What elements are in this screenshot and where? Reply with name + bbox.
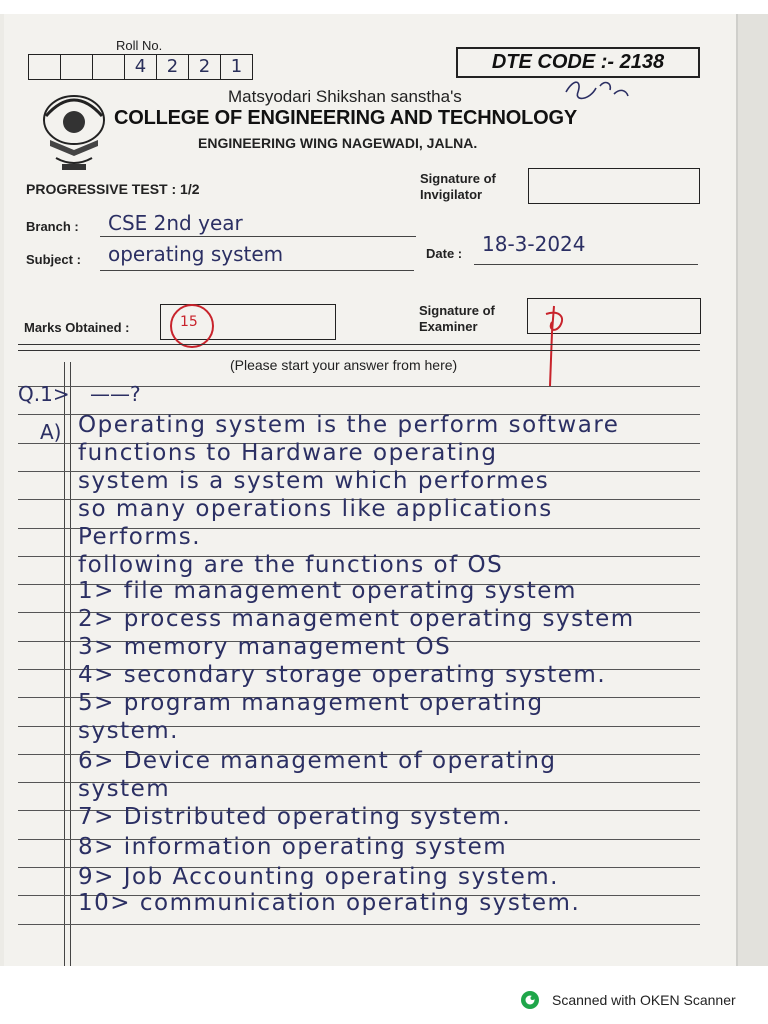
test-title: PROGRESSIVE TEST : 1/2 (26, 181, 200, 197)
invigilator-initials-signature (560, 76, 632, 108)
answer-line: 6> Device management of operating (78, 748, 557, 774)
branch-value: CSE 2nd year (108, 211, 243, 235)
roll-number-boxes (28, 54, 253, 80)
roll-number-label: Roll No. (116, 38, 163, 53)
dte-code: DTE CODE :- 2138 (456, 47, 700, 78)
college-address: ENGINEERING WING NAGEWADI, JALNA. (198, 135, 478, 151)
roll-digit (93, 55, 125, 79)
marks-value: 15 (180, 314, 198, 330)
roll-digit (29, 55, 61, 79)
answer-line: 4> secondary storage operating system. (78, 662, 607, 688)
examiner-label-line1: Signature of (419, 303, 495, 318)
branch-underline (100, 236, 416, 237)
answer-line: 1> file management operating system (78, 578, 577, 604)
answer-line: so many operations like applications (78, 496, 553, 522)
college-name: COLLEGE OF ENGINEERING AND TECHNOLOGY (114, 107, 577, 129)
subject-value: operating system (108, 242, 284, 266)
header-rule (18, 350, 700, 351)
scanner-watermark (520, 990, 736, 1010)
ruled-line (18, 924, 700, 925)
question-number: Q.1> (18, 382, 70, 406)
subject-underline (100, 270, 414, 271)
answer-sheet (4, 14, 736, 966)
margin-line (70, 362, 71, 966)
answer-line: 8> information operating system (78, 834, 508, 860)
marks-label: Marks Obtained : (24, 320, 130, 335)
date-underline (474, 264, 698, 265)
answer-line: functions to Hardware operating (78, 440, 498, 466)
examiner-signature (540, 302, 580, 392)
answer-line: 5> program management operating (78, 690, 544, 716)
invigilator-label-line2: Invigilator (420, 187, 483, 202)
scanner-text: Scanned with OKEN Scanner (552, 992, 736, 1008)
answer-line: following are the functions of OS (78, 552, 504, 578)
answer-line: system. (78, 718, 179, 744)
invigilator-label-line1: Signature of (420, 171, 496, 186)
examiner-label-line2: Examiner (419, 319, 478, 334)
answer-line: 7> Distributed operating system. (78, 804, 512, 830)
answer-line: system is a system which performes (78, 468, 550, 494)
branch-label: Branch : (26, 219, 79, 234)
scanned-page (0, 14, 768, 966)
examiner-signature-label (419, 303, 495, 335)
scanner-logo-icon (520, 990, 540, 1010)
answer-line: system (78, 776, 171, 802)
roll-digit: 4 (125, 55, 157, 79)
sanstha-name: Matsyodari Shikshan sanstha's (228, 87, 462, 106)
college-logo-icon (36, 88, 112, 178)
roll-digit: 1 (230, 56, 243, 77)
invigilator-signature-label (420, 171, 496, 203)
roll-digit: 2 (157, 55, 189, 79)
date-label: Date : (426, 246, 463, 261)
answer-line: 10> communication operating system. (78, 890, 581, 916)
roll-digit: 2 (189, 55, 221, 79)
invigilator-signature-box (528, 168, 700, 204)
answer-line: 3> memory management OS (78, 634, 452, 660)
date-value: 18-3-2024 (482, 232, 586, 256)
answer-line: Operating system is the perform software (78, 412, 620, 438)
page-fold (736, 14, 738, 966)
subject-label: Subject : (26, 252, 81, 267)
answer-line: 9> Job Accounting operating system. (78, 864, 559, 890)
roll-digit (61, 55, 93, 79)
answer-line: Performs. (78, 524, 202, 550)
margin-line (64, 362, 65, 966)
answer-line: 2> process management operating system (78, 606, 635, 632)
answer-label: A) (40, 420, 62, 444)
header-rule (18, 344, 700, 345)
start-note: (Please start your answer from here) (230, 357, 458, 373)
question-mark: ——? (90, 382, 141, 406)
adjacent-page-edge (736, 14, 768, 966)
